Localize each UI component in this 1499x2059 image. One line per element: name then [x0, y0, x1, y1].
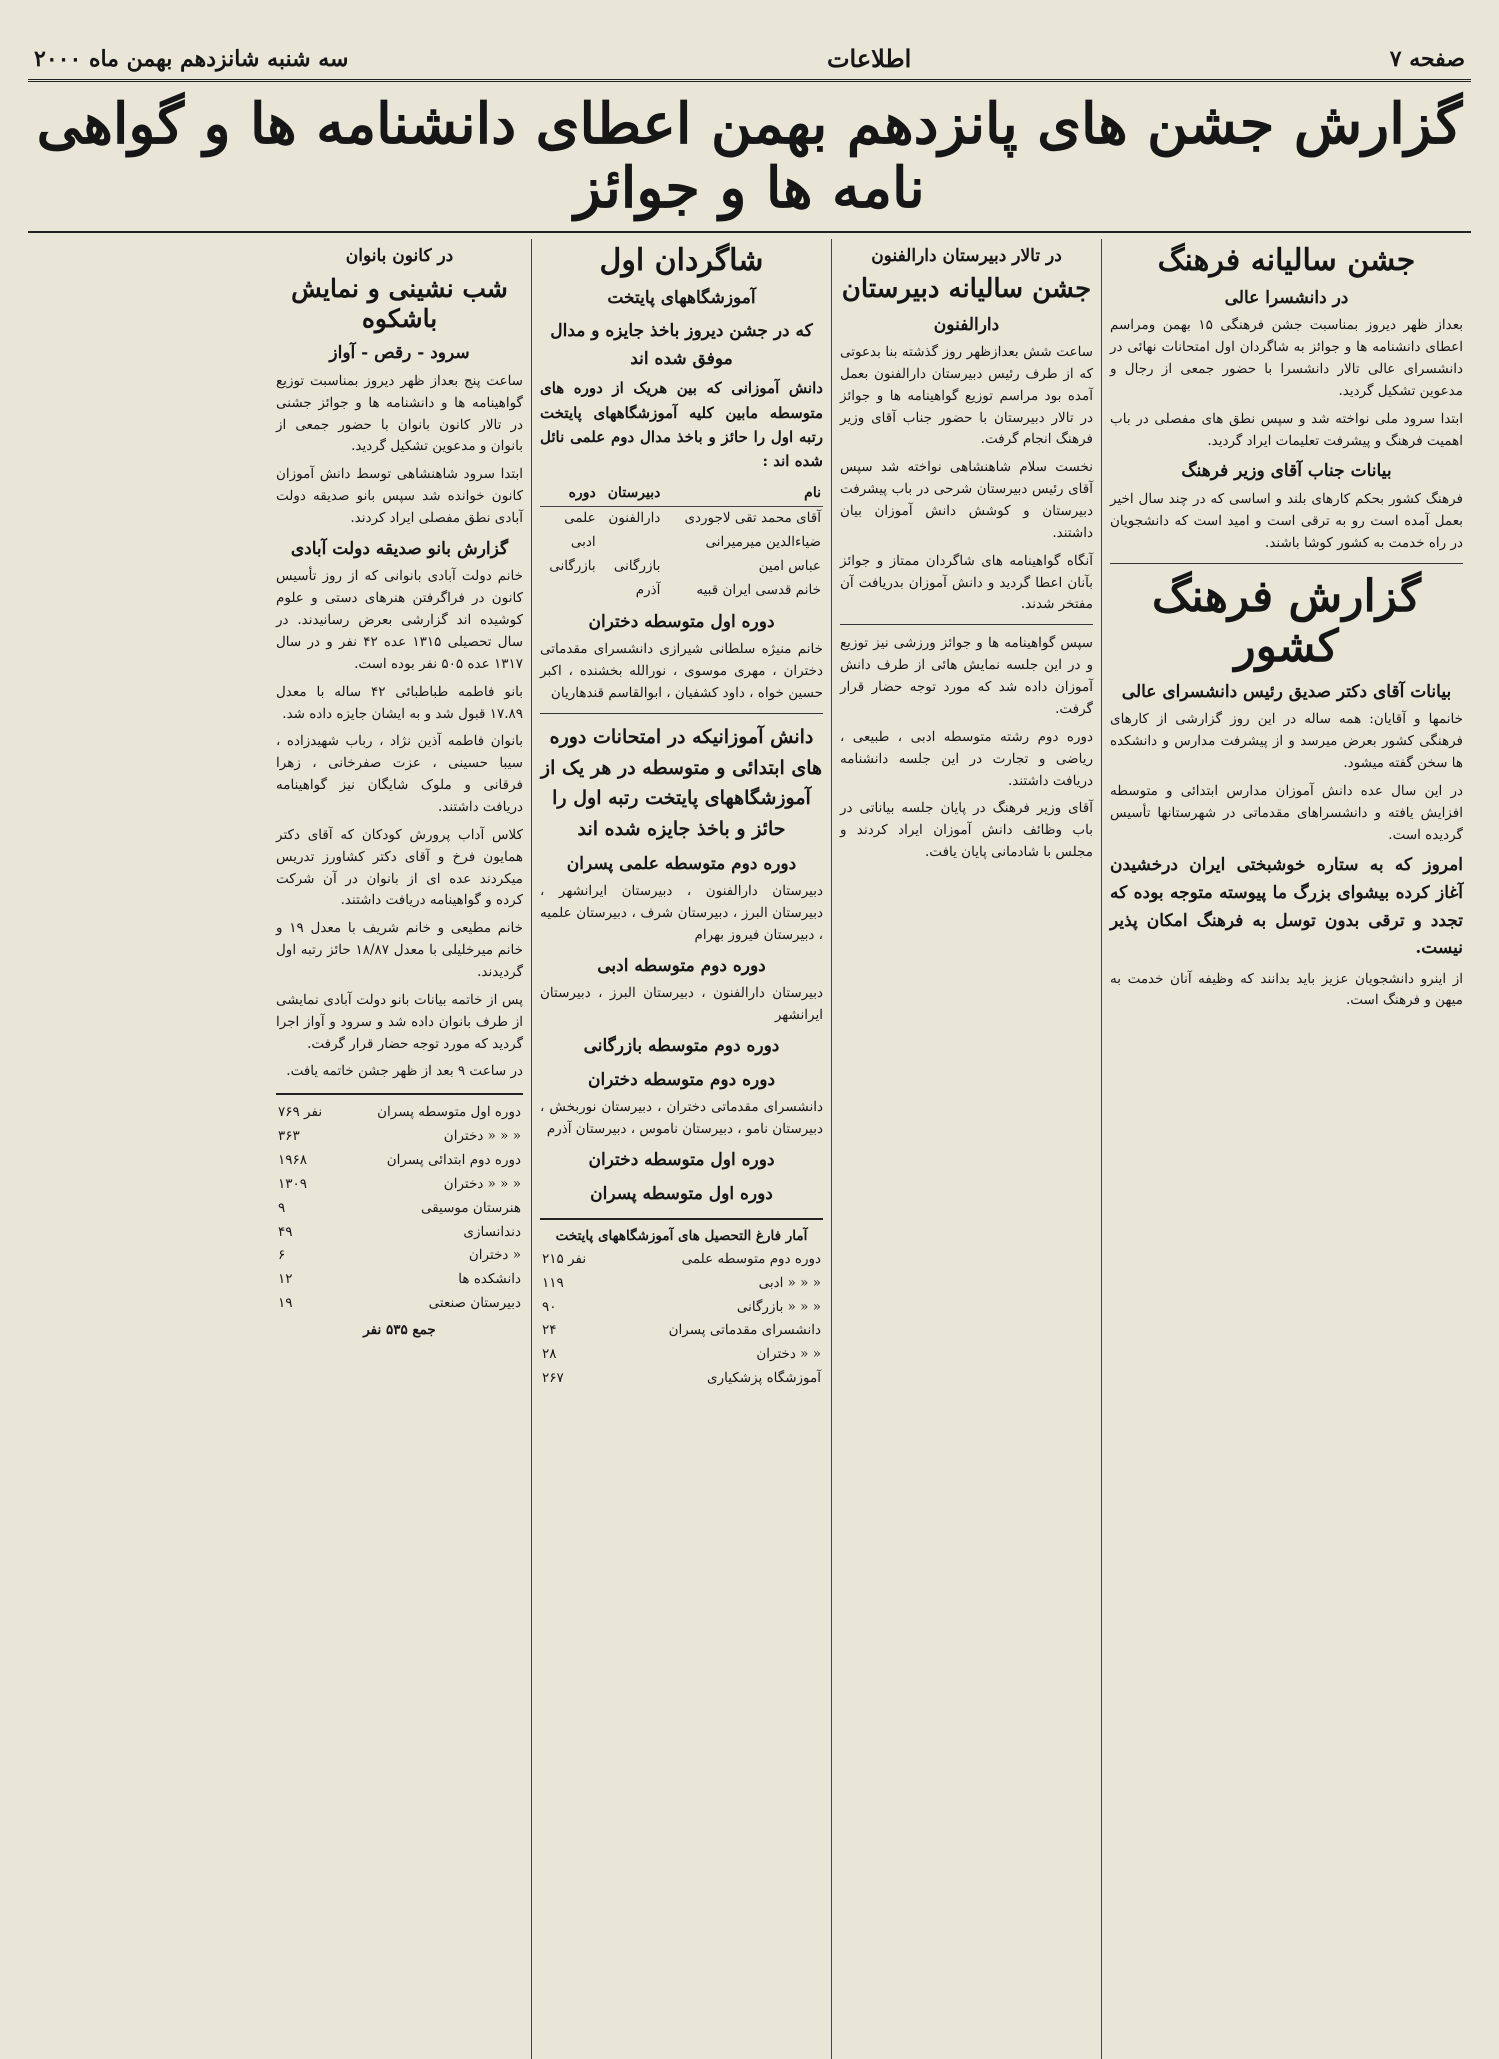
paragraph: خانم منیژه سلطانی شیرازی دانشسرای مقدماتی دختران ، مهری موسوی ، نورالله بخشنده ، اکبر حسین خواه ، داود کشفیان ، ابوالقاسم قندهاریان [540, 641, 823, 701]
paragraph: خانم دولت آبادی بانوانی که از روز تأسیس کانون در فراگرفتن هنرهای دستی و علوم کوشیده اند گزارشی بعرض رسانیدند. در سال تحصیلی ۱۳۱۵ عده ۴۲ نفر و در سال ۱۳۱۷ عده ۵۰۵ نفر بوده است. [276, 568, 524, 672]
table-row [276, 1149, 523, 1173]
stat-value: ۶ [278, 1247, 286, 1264]
lead-paragraph: دانش آموزانی که بین هریک از دوره های متوسطه مابین کلیه آموزشگاههای پایتخت رتبه اول را حائز و باخذ مدال دوم علمی نائل شده اند : [540, 379, 823, 471]
paragraph: کلاس آداب پرورش کودکان که آقای دکتر همایون فرخ و آقای دکتر کشاورز تدریس میکردند عده ای از بانوان در آن شرکت کرده و گواهینامه دریافت داشتند. [276, 826, 523, 909]
section-heading: دوره دوم متوسطه علمی پسران [566, 853, 797, 874]
stat-label: دانشکده ها [458, 1271, 521, 1288]
section-heading: دارالفنون [933, 314, 1000, 335]
table-row [540, 1367, 823, 1391]
stat-value: ۲۶۷ [542, 1370, 564, 1387]
section-heading: دوره دوم متوسطه ادبی [597, 955, 766, 976]
paragraph: خانم مطیعی و خانم شریف با معدل ۱۹ و خانم میرخلیلی با معدل ۱۸/۸۷ حائز رتبه اول گردیدند. [276, 920, 524, 980]
school-name: بازرگانی [613, 557, 661, 574]
course: بازرگانی [549, 557, 596, 574]
course: علمی [564, 510, 596, 527]
school-name: آذرم [635, 581, 661, 598]
section-heading: دوره دوم متوسطه دختران [587, 1069, 776, 1090]
stat-value: ۱۳۰۹ [278, 1175, 308, 1192]
paragraph: از اینرو دانشجویان عزیز باید بدانند که وظیفه آنان خدمت به میهن و فرهنگ است. [1110, 970, 1463, 1009]
table-row [540, 1248, 823, 1272]
paragraph: در این سال عده دانش آموزان مدارس ابتدائی و متوسطه افزایش یافته و دانشسراهای مقدماتی در شهرستانها تأسیس گردیده است. [1110, 782, 1463, 843]
stat-value: ۱۹ [278, 1295, 293, 1312]
newspaper-name: اطلاعات [826, 44, 912, 73]
table-row [540, 579, 823, 603]
stat-value: ۱۱۹ [542, 1274, 564, 1291]
graduates-stats-box [540, 1218, 823, 1391]
school-name: دارالفنون [608, 510, 661, 527]
section-heading: سرود - رقص - آواز [329, 343, 470, 364]
section-heading: آموزشگاههای پایتخت [607, 287, 756, 308]
top-students-title: شاگردان اول [599, 242, 764, 278]
section-heading: در دانشسرا عالی [1224, 287, 1349, 308]
stat-value: ۷۶۹ نفر [278, 1104, 323, 1121]
school-celebration-title: جشن سالیانه دبیرستان [841, 274, 1092, 305]
table-header: دوره [540, 480, 598, 507]
school-name [598, 531, 663, 555]
section-heading: که در جشن دیروز باخذ جایزه و مدال موفق شده اند [550, 321, 813, 369]
paragraph: نخست سلام شاهنشاهی نواخته شد سپس آقای رئیس دبیرستان شرحی در باب پیشرفت دبیرستان و کوشش دانش آموزان بیان داشتند. [840, 459, 1093, 541]
columns [28, 239, 1471, 2059]
kicker: در تالار دبیرستان دارالفنون [871, 245, 1062, 266]
stat-label: دندانسازی [463, 1223, 521, 1240]
stat-label: آموزشگاه پزشکیاری [707, 1370, 821, 1387]
paragraph: بانوان فاطمه آذین نژاد ، رباب شهیدزاده ، سیبا حسینی ، عزت صفرخانی ، زهرا فرقانی و ملوک شایگان نیز گواهینامه دریافت داشتند. [276, 733, 523, 815]
table-row [540, 1319, 823, 1343]
stat-value: ۹ [278, 1199, 286, 1216]
table-row [540, 1272, 823, 1296]
kicker: در کانون بانوان [345, 245, 454, 266]
stat-value: ۱۹۶۸ [278, 1152, 308, 1169]
table-header: دبیرستان [598, 480, 663, 507]
stat-label: « « « ادبی [758, 1274, 821, 1291]
table-row [276, 1125, 523, 1149]
paragraph: سپس گواهینامه ها و جوائز ورزشی نیز توزیع و در این جلسه نمایش هائی از طرف دانش آموزان داده شد که مورد توجه حضار قرار گرفت. [840, 635, 1093, 717]
stat-label: هنرستان موسیقی [420, 1199, 521, 1216]
section-heading: دوره اول متوسطه پسران [590, 1183, 773, 1204]
paragraph: آنگاه گواهینامه های شاگردان ممتاز و جوائز بآنان اعطا گردید و دانش آموزان بدریافت آن مفتخر شدند. [840, 552, 1093, 613]
section-heading: دوره دوم متوسطه بازرگانی [583, 1036, 780, 1057]
highlight-paragraph: امروز که به ستاره خوشبختی ایران درخشیدن آغاز کرده بیشوای بزرگ ما پیوسته متوجه بوده که تجدد و ترقی بدون توسل به فرهنگ امکان پذیر نیست. [1110, 855, 1463, 959]
stats-table [276, 1101, 523, 1316]
table-row [276, 1268, 523, 1292]
stat-label: دانشسرای مقدماتی پسران [668, 1322, 821, 1339]
student-name: آقای محمد تقی لاجوردی [684, 510, 821, 527]
stat-label: « « « دختران [443, 1175, 521, 1192]
table-row [540, 1296, 823, 1320]
paragraph: ابتدا سرود شاهنشاهی توسط دانش آموزان کانون خوانده شد سپس بانو صدیقه دولت آبادی نطق مفصلی ایراد کردند. [276, 466, 523, 526]
main-headline: گزارش جشن های پانزدهم بهمن اعطای دانشنامه ها و گواهی نامه ها و جوائز [28, 82, 1471, 233]
stat-label: دوره اول متوسطه پسران [377, 1104, 521, 1121]
table-row [276, 1292, 523, 1316]
stat-label: « دختران [468, 1247, 521, 1264]
student-name: عباس امین [758, 557, 821, 574]
graduates-stats-table [540, 1248, 823, 1391]
column-womens-center [268, 239, 531, 2059]
stat-value: ۹۰ [542, 1298, 557, 1315]
culture-celebration-title: جشن سالیانه فرهنگ [1157, 242, 1416, 278]
stat-label: « « دختران [756, 1346, 821, 1363]
stat-value: ۲۱۵ نفر [542, 1250, 587, 1267]
stat-label: دبیرستان صنعتی [428, 1295, 521, 1312]
running-head [28, 44, 1471, 82]
column-report [1101, 239, 1471, 2059]
stat-label: « « « دختران [443, 1128, 521, 1145]
section-heading: دوره اول متوسطه دختران [588, 611, 775, 632]
table-row [540, 531, 823, 555]
paragraph: آقای وزیر فرهنگ در پایان جلسه بیاناتی در باب وظائف دانش آموزان ایراد کردند و مجلس با شادمانی پایان یافت. [840, 800, 1093, 861]
stat-value: ۳۶۳ [278, 1128, 300, 1145]
paragraph: دانشسرای مقدماتی دختران ، دبیرستان نوربخش ، دبیرستان نامو ، دبیرستان ناموس ، دبیرستان آذرم [540, 1099, 823, 1138]
table-row [276, 1221, 523, 1245]
paragraph: بانو فاطمه طباطبائی ۴۲ ساله با معدل ۱۷.۸۹ قبول شد و به ایشان جایزه داده شد. [276, 683, 523, 722]
table-row [276, 1101, 523, 1125]
paragraph: خانمها و آقایان: همه ساله در این روز گزارشی از کارهای فرهنگی کشور بعرض میرسد و از پیشرفت مدارس و دانشکده ها سخن گفته میشود. [1110, 711, 1463, 772]
table-row [540, 1343, 823, 1367]
stat-label: دوره دوم ابتدائی پسران [386, 1152, 521, 1169]
paragraph: ساعت پنج بعداز ظهر دیروز بمناسبت توزیع گواهینامه ها و دانشنامه ها و جوائز جشنی در تالار کانون بانوان با حضور جمعی از بانوان و مدعوین تشکیل گردید. [276, 372, 523, 455]
paragraph: ابتدا سرود ملی نواخته شد و سپس نطق های مفصلی در باب اهمیت فرهنگ و پیشرفت تعلیمات ایراد گردید. [1110, 410, 1463, 449]
womens-center-title: شب نشینی و نمایش باشکوه [291, 274, 508, 334]
issue-date: سه شنبه شانزدهم بهمن ماه ۲۰۰۰ [34, 45, 349, 72]
stat-label: دوره دوم متوسطه علمی [681, 1250, 821, 1267]
section-heading: دوره اول متوسطه دختران [588, 1149, 775, 1170]
paragraph: در ساعت ۹ بعد از ظهر جشن خاتمه یافت. [286, 1063, 523, 1080]
stats-total: جمع ۵۳۵ نفر [363, 1322, 436, 1339]
section-heading: بیانات آقای دکتر صدیق رئیس دانشسرای عالی [1121, 681, 1452, 702]
student-name: خانم قدسی ایران قبیه [696, 581, 821, 598]
top-students-table [540, 480, 823, 603]
table-header: نام [662, 480, 823, 507]
page-number: صفحه ۷ [1389, 45, 1465, 72]
stat-value: ۴۹ [278, 1223, 293, 1240]
stats-box [276, 1093, 523, 1342]
column-top-students [531, 239, 831, 2059]
stat-value: ۲۸ [542, 1346, 557, 1363]
course: ادبی [570, 534, 596, 551]
paragraph: فرهنگ کشور بحکم کارهای بلند و اساسی که در چند سال اخیر بعمل آمده است رو به ترقی است و امید است که دانشجویان در راه خدمت به کشور کوشا باشند. [1110, 491, 1463, 551]
paragraph: ساعت شش بعدازظهر روز گذشته بنا بدعوتی که از طرف رئیس دبیرستان دارالفنون بعمل آمده بود مراسم توزیع گواهینامه ها و جوائز در تالار دبیرستان با حضور جناب آقای وزیر فرهنگ انجام گرفت. [840, 344, 1093, 448]
student-name: ضیاءالدین میرمیرانی [705, 534, 821, 551]
divider [840, 624, 1093, 625]
table-row [540, 555, 823, 579]
country-culture-report-title: گزارش فرهنگ کشور [1152, 570, 1421, 673]
table-row [276, 1173, 523, 1197]
course [540, 579, 598, 603]
graduates-stats-title: آمار فارغ التحصیل های آموزشگاههای پایتخت [555, 1228, 808, 1245]
table-row [540, 507, 823, 531]
stat-value: ۱۲ [278, 1271, 293, 1288]
table-row [276, 1244, 523, 1268]
paragraph: بعداز ظهر دیروز بمناسبت جشن فرهنگی ۱۵ بهمن ومراسم اعطای دانشنامه ها و جوائز به شاگردان اول امتحانات نهائی در دانشسرای عالی تالار دانشسرا با حضور جمعی از رجال و مدعوین تشکیل گردید. [1110, 317, 1463, 399]
table-row [276, 1197, 523, 1221]
paragraph: دبیرستان دارالفنون ، دبیرستان ایرانشهر ، دبیرستان البرز ، دبیرستان شرف ، دبیرستان علمیه ، دبیرستان فیروز بهرام [540, 883, 823, 944]
section-heading: بیانات جناب آقای وزیر فرهنگ [1181, 461, 1392, 482]
divider [540, 713, 823, 714]
section-heading: گزارش بانو صدیقه دولت آبادی [290, 538, 509, 559]
stat-label: « « « بازرگانی [736, 1298, 821, 1315]
paragraph: دبیرستان دارالفنون ، دبیرستان البرز ، دبیرستان ایرانشهر [540, 985, 823, 1024]
divider [1110, 563, 1463, 564]
column-darolfonun [831, 239, 1101, 2059]
stat-value: ۲۴ [542, 1322, 557, 1339]
paragraph: پس از خاتمه بیانات بانو دولت آبادی نمایشی از طرف بانوان داده شد و سرود و آواز اجرا گردید که مورد توجه حضار قرار گرفت. [276, 991, 523, 1052]
paragraph: دوره دوم رشته متوسطه ادبی ، طبیعی ، ریاضی و تجارت در این جلسه دانشنامه دریافت داشتند. [840, 728, 1093, 789]
award-winners-title: دانش آموزانیکه در امتحانات دوره های ابتدائی و متوسطه در هر یک از آموزشگاههای پایتخت رتبه اول را حائز و باخذ جایزه شده اند [540, 725, 823, 841]
